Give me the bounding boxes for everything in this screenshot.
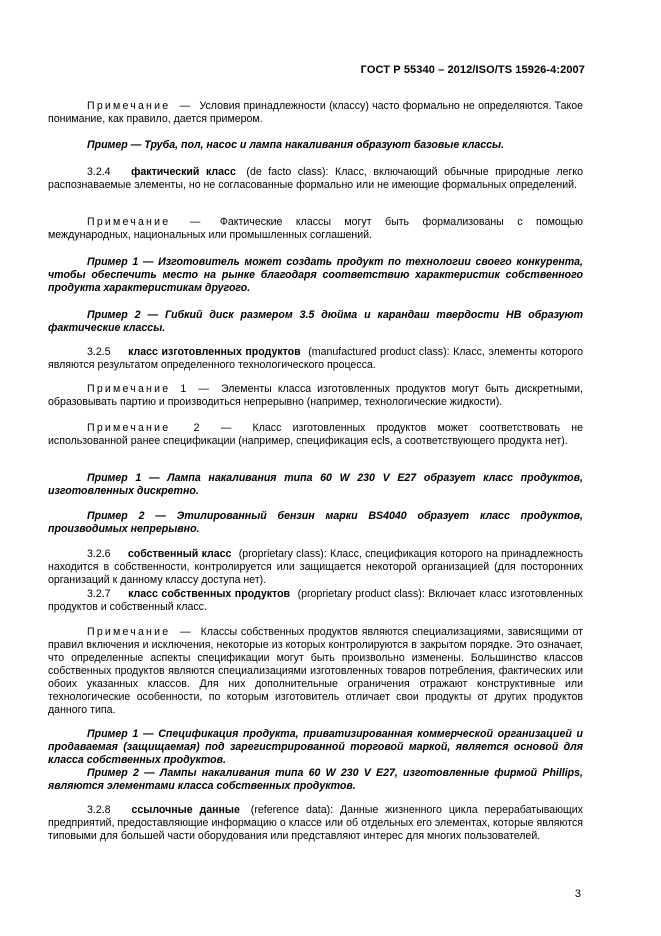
note-paragraph bbox=[48, 383, 583, 409]
definition-text: (manufactured product class): Класс, элементы которого являются результатом определенного технологического процесса. bbox=[48, 346, 584, 371]
example-paragraph: Пример 1 — Лампа накаливания типа 60 W 230 V E27 образует класс продуктов, изготовленных дискретно. bbox=[48, 472, 583, 497]
definition-text: (de facto class): Класс, включающий обычные природные легко распознаваемые элементы, но не согласованные формально или не имеющие формальных определений. bbox=[48, 166, 583, 191]
note-text: Фактические классы могут быть формализованы с помощью международных, национальных или промышленных соглашений. bbox=[48, 216, 583, 241]
example-paragraph: Пример 1 — Изготовитель может создать продукт по технологии своего конкурента, чтобы обеспечить место на рынке благодаря соответствию характеристик собственного продукта характеристикам другого. bbox=[48, 256, 583, 294]
definition-3-2-7 bbox=[48, 588, 583, 614]
definition-term: собственный класс bbox=[127, 548, 232, 560]
example-paragraph: Пример — Труба, пол, насос и лампа накаливания образуют базовые классы. bbox=[87, 139, 505, 151]
note-dash: — bbox=[179, 100, 191, 112]
definition-3-2-6 bbox=[48, 548, 583, 587]
note-dash: — bbox=[180, 626, 191, 638]
note-label: Примечание bbox=[87, 100, 171, 112]
note-label: Примечание bbox=[87, 383, 171, 395]
page-number: 3 bbox=[574, 888, 581, 900]
definition-text: (proprietary class): Класс, спецификация которого на принадлежность находится в собственности, контролируется или защищается некоторой организацией (для посторонних организаций к данному классу доступа нет). bbox=[48, 548, 583, 586]
definition-number: 3.2.7 bbox=[87, 588, 111, 600]
example-paragraph: Пример 1 — Спецификация продукта, приватизированная коммерческой организацией и продаваемая (защищаемая) под зарегистрированной торговой маркой, является основой для класса собственных продуктов. bbox=[48, 728, 583, 766]
note-dash: — bbox=[220, 422, 232, 434]
definition-term: ссылочные данные bbox=[131, 804, 240, 816]
note-label: Примечание bbox=[87, 216, 171, 228]
note-number: 2 bbox=[193, 422, 200, 434]
example-paragraph: Пример 2 — Этилированный бензин марки BS4040 образует класс продуктов, производимых непрерывно. bbox=[48, 510, 583, 535]
definition-number: 3.2.4 bbox=[87, 166, 111, 178]
document-header: ГОСТ Р 55340 – 2012/ISO/TS 15926-4:2007 bbox=[360, 64, 585, 76]
definition-number: 3.2.6 bbox=[87, 548, 111, 560]
definition-number: 3.2.5 bbox=[87, 346, 111, 358]
note-text: Условия принадлежности (классу) часто формально не определяются. Такое понимание, как правило, дается примером. bbox=[48, 100, 583, 125]
definition-3-2-8 bbox=[48, 804, 583, 843]
note-text: Элементы класса изготовленных продуктов могут быть дискретными, образовывать партию и производиться непрерывно (например, технологические жидкости). bbox=[48, 383, 584, 408]
definition-term: класс собственных продуктов bbox=[128, 588, 291, 600]
note-text: Класс изготовленных продуктов может соответствовать не использованной ранее спецификации (например, спецификация ecls, а соответствующего продукта нет). bbox=[48, 422, 583, 447]
definition-text: (reference data): Данные жизненного цикла перерабатывающих предприятий, предоставляющие информацию о классе или об отдельных его элементах, которые являются типовыми для большей части оборудования или представляют интерес для многих пользователей. bbox=[48, 804, 583, 842]
note-paragraph bbox=[48, 100, 583, 126]
definition-term: фактический класс bbox=[131, 166, 236, 178]
definition-3-2-5 bbox=[48, 346, 583, 372]
definition-number: 3.2.8 bbox=[87, 804, 111, 816]
note-text: Классы собственных продуктов являются специализациями, зависящими от правил включения и исключения, некоторые из которых контролируются в закрытом порядке. Это означает, что определенные аспекты спецификации могут быть произвольно изменены. Большинство классов собственных продуктов являются специализациями изготовленных товаров потребления, фактических или обоих указанных классов. Для них дополнительные ограничения отражают конструктивные или технологические особенности, по которым изготовитель отличает свои продукты от других продуктов данного типа. bbox=[48, 626, 583, 716]
note-dash: — bbox=[189, 216, 201, 228]
definition-3-2-4 bbox=[48, 166, 583, 192]
note-paragraph bbox=[48, 422, 583, 448]
example-paragraph: Пример 2 — Лампы накаливания типа 60 W 230 V E27, изготовленные фирмой Phillips, являются элементами класса собственных продуктов. bbox=[48, 767, 583, 792]
note-dash: — bbox=[198, 383, 209, 395]
example-paragraph: Пример 2 — Гибкий диск размером 3.5 дюйма и карандаш твердости HB образуют фактические классы. bbox=[48, 309, 583, 334]
note-paragraph bbox=[48, 626, 583, 717]
definition-term: класс изготовленных продуктов bbox=[128, 346, 301, 358]
note-label: Примечание bbox=[87, 422, 171, 434]
note-paragraph bbox=[48, 216, 583, 242]
note-label: Примечание bbox=[87, 626, 171, 638]
note-number: 1 bbox=[180, 383, 187, 395]
definition-text: (proprietary product class): Включает класс изготовленных продуктов и собственный класс. bbox=[48, 588, 583, 613]
